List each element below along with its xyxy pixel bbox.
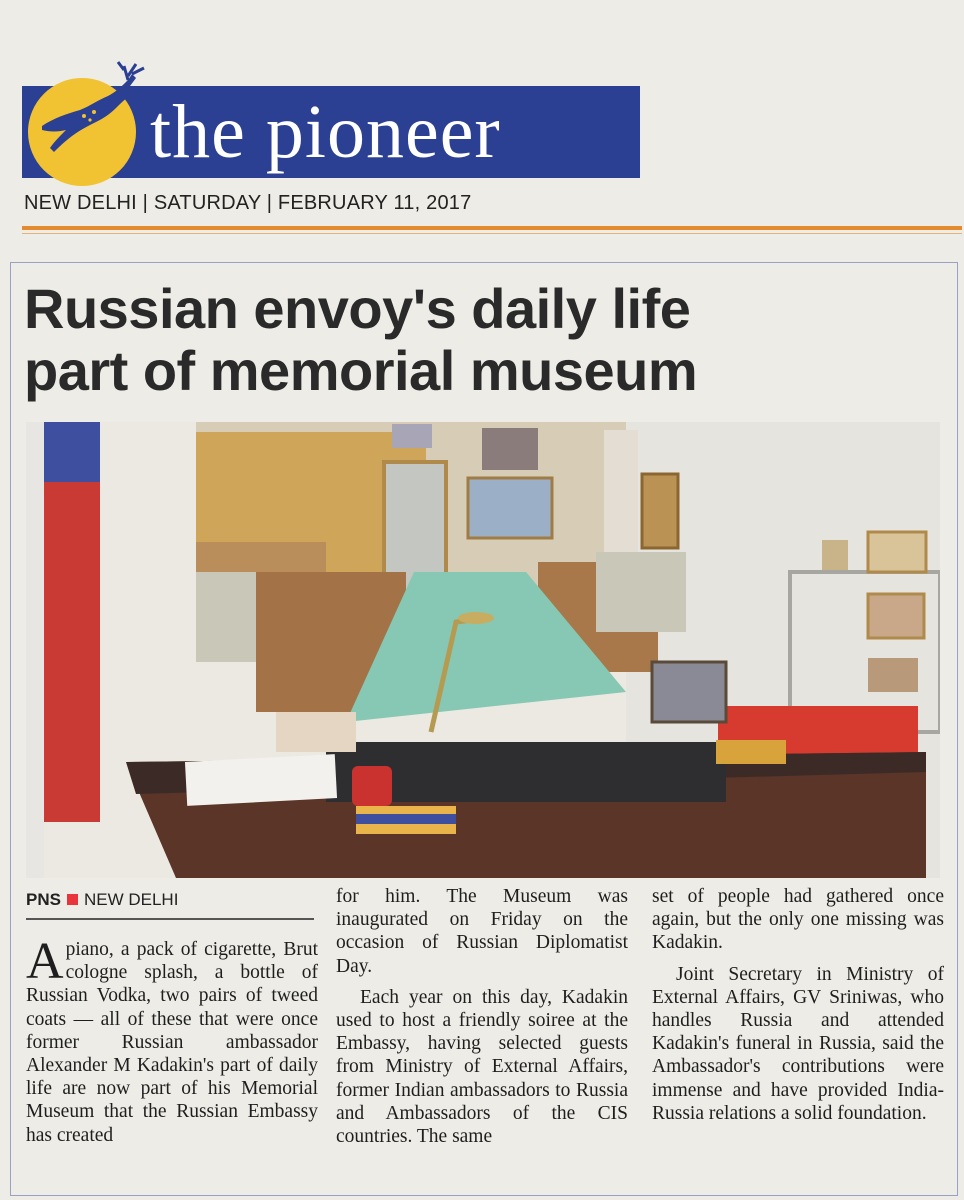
masthead-rule (22, 226, 962, 230)
byline-agency: PNS (26, 890, 61, 909)
byline-place: NEW DELHI (83, 890, 179, 909)
article-column-3 (652, 885, 944, 1125)
col2-paragraph-1: for him. The Museum was inaugurated on Friday on the occasion of Russian Diplomatist Day. (336, 886, 628, 977)
col3-paragraph-1: set of people had gathered once again, but the only one missing was Kadakin. (652, 886, 944, 954)
col2-paragraph-2: Each year on this day, Kadakin used to host a friendly soiree at the Embassy, having selected guests from Ministry of External Affairs, former Indian ambassadors to Russia and Ambassadors of the CIS countries. The same (336, 986, 628, 1148)
drop-cap: A (26, 933, 64, 990)
col3-paragraph-2: Joint Secretary in Ministry of External Affairs, GV Sriniwas, who handles Russia and attended Kadakin's funeral in Russia, said the Ambassador's contributions were immense and have provided India-Russia relations a solid foundation. (652, 963, 944, 1124)
headline (24, 278, 944, 402)
article-column-2 (336, 885, 628, 1148)
byline-square-icon (67, 894, 78, 905)
masthead-thin-rule (22, 233, 962, 234)
byline (26, 890, 178, 910)
article-photo (26, 422, 940, 878)
office-photo-illustration (26, 422, 940, 878)
dateline: NEW DELHI | SATURDAY | FEBRUARY 11, 2017 (24, 192, 472, 214)
col1-paragraph-1: piano, a pack of cigarette, Brut cologne splash, a bottle of Russian Vodka, two pairs of tweed coats — all of these that were once former Russian ambassador Alexander M Kadakin's part of daily life are now part of his Memorial Museum that the Russian Embassy has created (26, 939, 318, 1146)
article-column-1 (26, 933, 318, 1147)
newspaper-title: the pioneer (150, 90, 501, 174)
headline-line-2: part of memorial museum (24, 339, 698, 402)
headline-line-1: Russian envoy's daily life (24, 277, 691, 340)
deer-logo-icon (24, 56, 156, 166)
byline-rule (26, 918, 314, 920)
